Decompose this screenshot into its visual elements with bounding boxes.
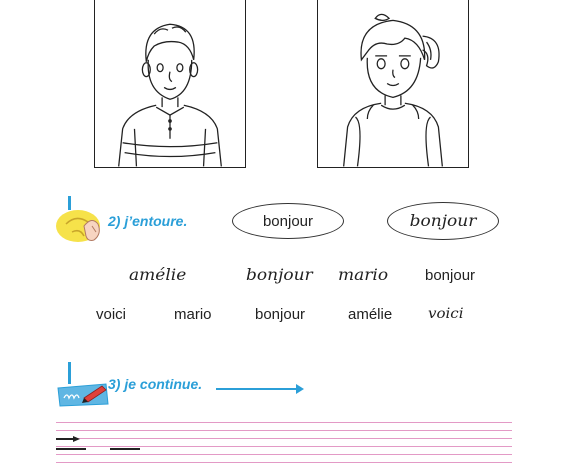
word-row2-3[interactable]: bonjour <box>255 306 306 323</box>
word-row1-3[interactable]: mario <box>338 265 389 285</box>
target-word-script-label: bonjour <box>409 211 477 231</box>
instruction-step3: 3) je continue. <box>108 376 203 392</box>
target-word-print-label: bonjour <box>262 212 314 230</box>
word-row2-1[interactable]: voici <box>96 306 127 323</box>
continue-dash <box>56 448 86 450</box>
word-row1-4[interactable]: bonjour <box>425 267 476 284</box>
start-arrow-icon <box>73 436 80 442</box>
ruled-line <box>56 462 512 463</box>
hand-circle-icon <box>52 196 110 246</box>
continue-dash <box>110 448 140 450</box>
boy-illustration <box>94 0 246 168</box>
ruled-line <box>56 446 512 447</box>
instruction-step2: 2) j’entoure. <box>108 213 188 229</box>
target-word-print <box>232 203 344 239</box>
continue-line <box>216 388 298 390</box>
word-row1-2[interactable]: bonjour <box>246 265 313 285</box>
start-arrow-line <box>56 438 74 440</box>
pencil-writing-icon <box>54 362 114 408</box>
word-row1-1[interactable]: amélie <box>129 265 187 285</box>
ruled-line <box>56 454 512 455</box>
word-row2-2[interactable]: mario <box>174 306 212 323</box>
ruled-line <box>56 430 512 431</box>
word-row2-4[interactable]: amélie <box>348 306 393 323</box>
word-row2-5[interactable]: voici <box>428 304 464 322</box>
ruled-line <box>56 422 512 423</box>
target-word-script <box>387 202 499 240</box>
continue-arrow-icon <box>296 384 304 394</box>
ruled-line <box>56 438 512 439</box>
girl-illustration <box>317 0 469 168</box>
